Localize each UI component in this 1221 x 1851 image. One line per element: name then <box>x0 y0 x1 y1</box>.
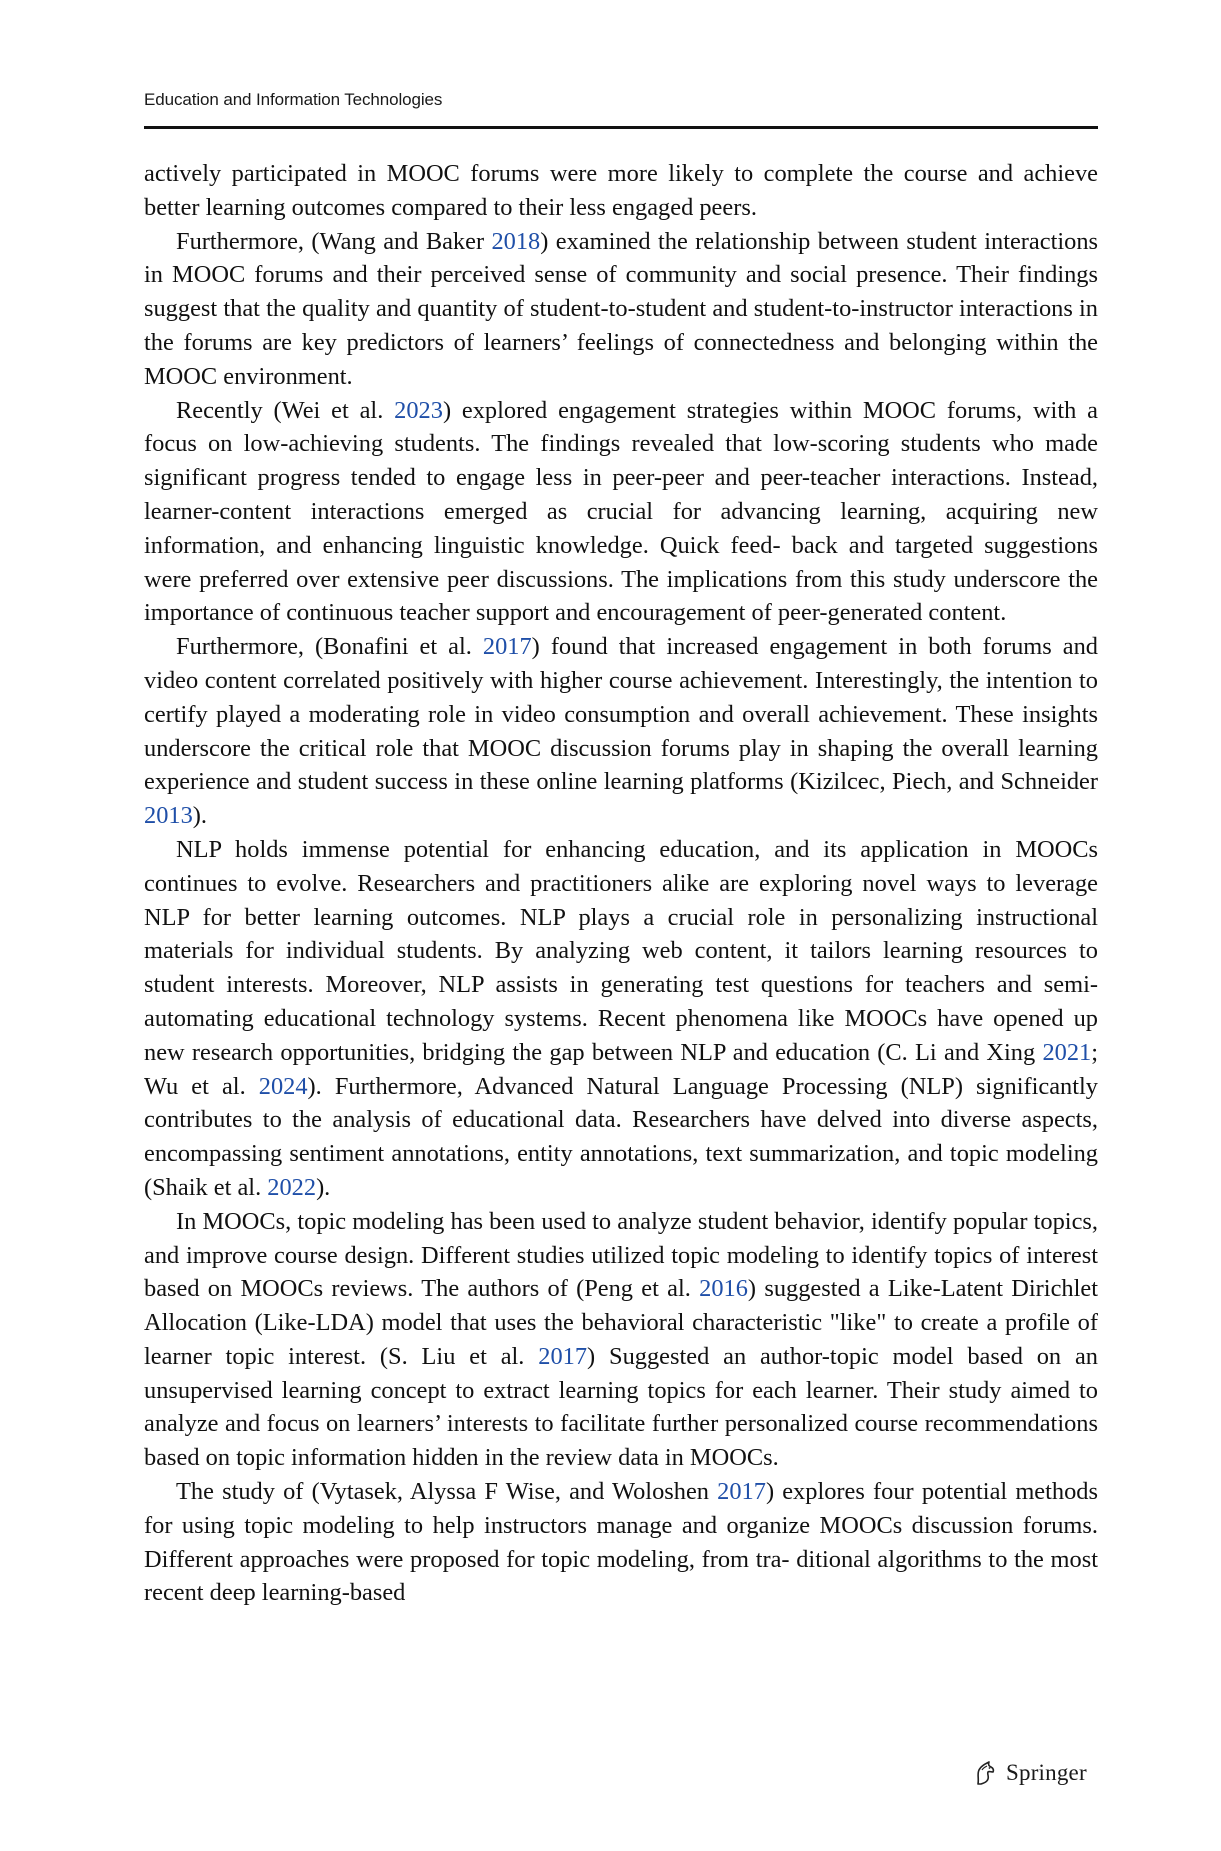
paragraph-text: The study of (Vytasek, Alyssa F Wise, and Woloshen <box>176 1478 718 1506</box>
citation-year-link[interactable]: 2016 <box>699 1275 748 1303</box>
paragraph-text: Recently (Wei et al. <box>176 396 395 424</box>
paragraph-text: ). <box>192 802 208 830</box>
body-text <box>144 157 1098 1610</box>
paragraph-text: ; Wu et al. <box>144 1038 1098 1100</box>
paragraph <box>144 394 1098 631</box>
citation-year-link[interactable]: 2021 <box>1042 1038 1092 1066</box>
paragraph-text: Furthermore, (Wang and Baker <box>176 227 492 255</box>
paragraph <box>144 225 1098 394</box>
citation-year-link[interactable]: 2022 <box>267 1173 317 1201</box>
paragraph <box>144 157 1098 225</box>
citation-year-link[interactable]: 2017 <box>482 633 532 661</box>
paragraph-text: ) explored engagement strategies within MOOC forums, with a focus on low-achieving students. The findings revealed that low-scoring students who made significant progress tended to engage less in peer-peer and peer-teacher interactions. Instead, learner-content interactions emerged as crucial for advancing learning, acquiring new information, and enhancing linguistic knowledge. Quick feed- back and targeted suggestions were preferred over extensive peer discussions. The implications from this study underscore the importance of continuous teacher support and encouragement of peer-generated content. <box>144 396 1098 627</box>
springer-horse-icon <box>970 1758 1000 1788</box>
paragraph <box>144 1205 1098 1475</box>
paragraph-text: In MOOCs, topic modeling has been used to analyze student behavior, identify popular topics, and improve course design. Different studies utilized topic modeling to identify topics of interest based on MOOCs reviews. The authors of (Peng et al. <box>144 1207 1098 1303</box>
paragraph-text: NLP holds immense potential for enhancing education, and its application in MOOCs continues to evolve. Researchers and practitioners alike are exploring novel ways to leverage NLP for better learning outcomes. NLP plays a crucial role in personalizing instructional materials for individual students. By analyzing web content, it tailors learning resources to student interests. Moreover, NLP assists in generating test questions for teachers and semi-automating educational technology systems. Recent phenomena like MOOCs have opened up new research opportunities, bridging the gap between NLP and education (C. Li and Xing <box>144 835 1098 1066</box>
paragraph-text: ) found that increased engagement in both forums and video content correlated positively with higher course achievement. Interestingly, the intention to certify played a moderating role in video consumption and overall achievement. These insights underscore the critical role that MOOC discussion forums play in shaping the overall learning experience and student success in these online learning platforms (Kizilcec, Piech, and Schneider <box>144 633 1099 796</box>
paragraph <box>144 1475 1098 1610</box>
paragraph <box>144 630 1098 833</box>
citation-year-link[interactable]: 2024 <box>258 1072 308 1100</box>
paragraph <box>144 833 1098 1205</box>
citation-year-link[interactable]: 2013 <box>144 802 193 830</box>
paragraph-text: ) examined the relationship between student interactions in MOOC forums and their perceived sense of community and social presence. Their findings suggest that the quality and quantity of student-to-student and student-to-instructor interactions in the forums are key predictors of learners’ feelings of connectedness and belonging within the MOOC environment. <box>144 227 1099 390</box>
citation-year-link[interactable]: 2017 <box>538 1342 588 1370</box>
paragraph-text: actively participated in MOOC forums were more likely to complete the course and achieve better learning outcomes compared to their less engaged peers. <box>144 160 1098 221</box>
paragraph-text: ). <box>316 1173 331 1201</box>
citation-year-link[interactable]: 2023 <box>394 396 443 424</box>
springer-logo <box>970 1756 1087 1790</box>
citation-year-link[interactable]: 2017 <box>717 1478 766 1506</box>
citation-year-link[interactable]: 2018 <box>491 227 541 255</box>
paragraph-text: ) Suggested an author-topic model based on an unsupervised learning concept to extract learning topics for each learner. Their study aimed to analyze and focus on learners’ interests to facilitate further personalized course recommendations based on topic information hidden in the review data in MOOCs. <box>144 1342 1098 1472</box>
paragraph-text: Furthermore, (Bonafini et al. <box>176 633 483 661</box>
paragraph-text: ). Furthermore, Advanced Natural Language Processing (NLP) significantly contributes to the analysis of educational data. Researchers have delved into diverse aspects, encompassing sentiment annotations, entity annotations, text summarization, and topic modeling (Shaik et al. <box>144 1072 1098 1201</box>
paragraph-text: ) suggested a Like-Latent Dirichlet Allocation (Like-LDA) model that uses the behavioral characteristic "like" to create a profile of learner topic interest. (S. Liu et al. <box>144 1275 1098 1370</box>
running-head: Education and Information Technologies <box>144 90 443 109</box>
paragraph-text: ) explores four potential methods for using topic modeling to help instructors manage and organize MOOCs discussion forums. Different approaches were proposed for topic modeling, from tra- ditional algorithms to the most recent deep learning-based <box>144 1478 1098 1607</box>
header-rule <box>144 126 1098 129</box>
publisher-name: Springer <box>1006 1760 1087 1785</box>
